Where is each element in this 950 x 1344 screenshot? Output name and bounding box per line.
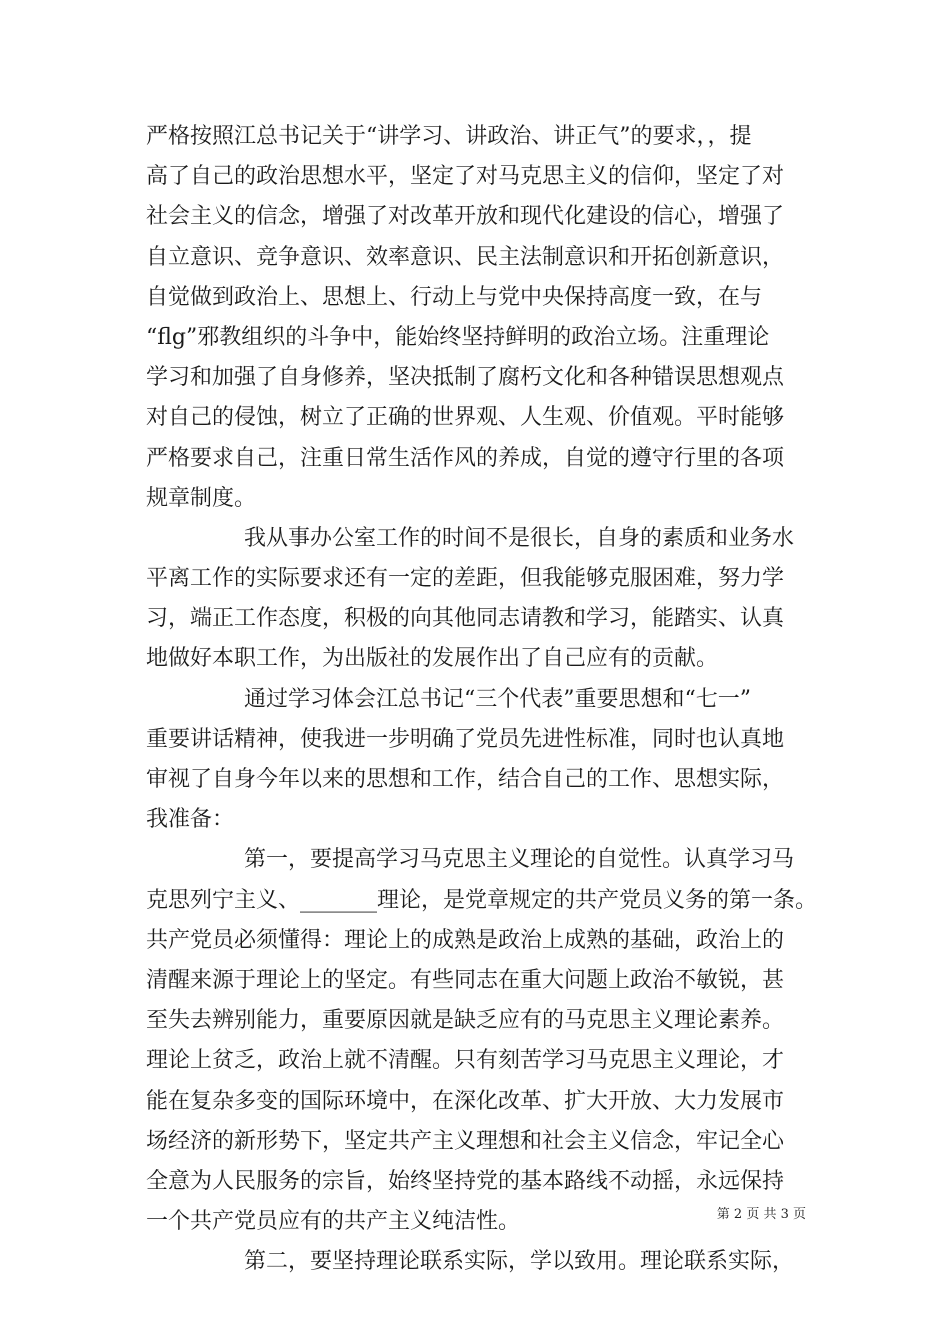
text-line: 社会主义的信念，增强了对改革开放和现代化建设的信心，增强了: [146, 204, 785, 230]
paragraph-start-line: 第二，要坚持理论联系实际，学以致用。理论联系实际，: [244, 1249, 795, 1275]
text-line: 严格要求自己，注重日常生活作风的养成，自觉的遵守行里的各项: [146, 445, 785, 471]
text-line: 自觉做到政治上、思想上、行动上与党中央保持高度一致，在与: [146, 284, 763, 310]
text-line: 规章制度。: [146, 485, 257, 511]
text-line: 共产党员必须懂得：理论上的成熟是政治上成熟的基础，政治上的: [146, 927, 785, 953]
text-line: 审视了自身今年以来的思想和工作，结合自己的工作、思想实际，: [146, 767, 785, 792]
paragraph-start-line: 第一，要提高学习马克思主义理论的自觉性。认真学习马: [244, 847, 795, 873]
text-line: 学习和加强了自身修养，坚决抵制了腐朽文化和各种错误思想观点: [146, 365, 785, 391]
text-line: 地做好本职工作，为出版社的发展作出了自己应有的贡献。: [146, 646, 719, 672]
text-line: 理论上贫乏，政治上就不清醒。只有刻苦学习马克思主义理论，才: [146, 1048, 785, 1074]
text-line: 克思列宁主义、_______理论，是党章规定的共产党员义务的第一条。: [146, 887, 818, 913]
text-line: 一个共产党员应有的共产主义纯洁性。: [146, 1209, 521, 1235]
text-line: “flg”邪教组织的斗争中，能始终坚持鲜明的政治立场。注重理论: [146, 324, 770, 350]
text-line: 对自己的侵蚀，树立了正确的世界观、人生观、价值观。平时能够: [146, 405, 785, 431]
text-line: 至失去辨别能力，重要原因就是缺乏应有的马克思主义理论素养。: [146, 1008, 785, 1034]
text-line: 平离工作的实际要求还有一定的差距，但我能够克服困难，努力学: [146, 566, 785, 592]
text-line: 习，端正工作态度，积极的向其他同志请教和学习，能踏实、认真: [146, 606, 785, 632]
page-indicator: 第 2 页 共 3 页: [716, 1207, 806, 1222]
paragraph-start-line: 我从事办公室工作的时间不是很长，自身的素质和业务水: [244, 525, 795, 551]
text-line: 我准备：: [146, 807, 235, 833]
text-line: 高了自己的政治思想水平，坚定了对马克思主义的信仰，坚定了对: [146, 164, 785, 190]
text-line: 全意为人民服务的宗旨，始终坚持党的基本路线不动摇，永远保持: [146, 1168, 785, 1194]
text-line: 清醒来源于理论上的坚定。有些同志在重大问题上政治不敏锐，甚: [146, 967, 785, 993]
text-line: 重要讲话精神，使我进一步明确了党员先进性标准，同时也认真地: [146, 726, 785, 752]
text-line: 场经济的新形势下，坚定共产主义理想和社会主义信念，牢记全心: [146, 1128, 785, 1154]
text-line: 能在复杂多变的国际环境中，在深化改革、扩大开放、大力发展市: [146, 1088, 785, 1114]
paragraph-start-line: 通过学习体会江总书记“三个代表”重要思想和“七一”: [244, 686, 751, 712]
document-body: [146, 117, 822, 1282]
text-line: 自立意识、竞争意识、效率意识、民主法制意识和开拓创新意识，: [146, 244, 785, 270]
text-line: 严格按照江总书记关于“讲学习、讲政治、讲正气”的要求，，提: [146, 124, 752, 149]
